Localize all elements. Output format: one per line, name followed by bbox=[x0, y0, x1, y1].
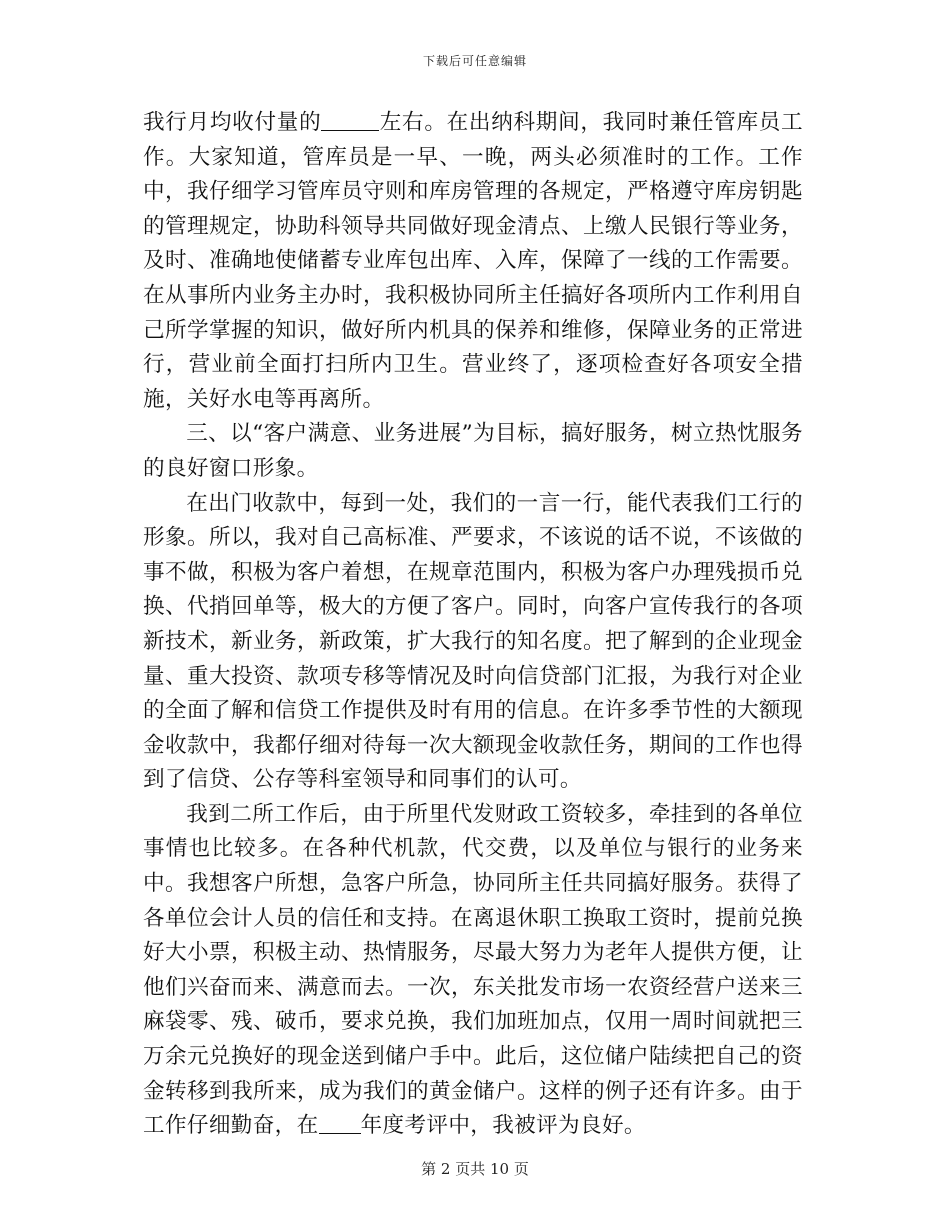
paragraph-text: 左右。在出纳科期间，我同时兼任管库员工作。大家知道，管库员是一早、一晚，两头必须准时的工作。工作中，我仔细学习管库员守则和库房管理的各规定，严格遵守库房钥匙的管理规定，协助科领导共同做好现金清点、上缴人民银行等业务，及时、准确地使储蓄专业库包出库、入库，保障了一线的工作需要。在从事所内业务主办时，我积极协同所主任搞好各项所内工作利用自己所学掌握的知识，做好所内机具的保养和维修，保障业务的正常进行，营业前全面打扫所内卫生。营业终了，逐项检查好各项安全措施，关好水电等再离所。 bbox=[143, 110, 803, 412]
paragraph-cashier-duties bbox=[143, 106, 803, 417]
fill-in-blank bbox=[319, 1113, 361, 1134]
document-body bbox=[143, 106, 803, 1144]
paragraph-second-office bbox=[143, 798, 803, 1144]
paragraph-text: 我行月均收付量的 bbox=[143, 110, 322, 135]
page-number: 第 2 页共 10 页 bbox=[421, 1160, 529, 1178]
section-heading-three: 三、以“客户满意、业务进展”为目标，搞好服务，树立热忱服务的良好窗口形象。 bbox=[143, 421, 803, 481]
paragraph-door-collection: 在出门收款中，每到一处，我们的一言一行，能代表我们工行的形象。所以，我对自己高标准、严要求，不该说的话不说，不该做的事不做，积极为客户着想，在规章范围内，积极为客户办理残损币兑换、代捎回单等，极大的方便了客户。同时，向客户宣传我行的各项新技术，新业务，新政策，扩大我行的知名度。把了解到的企业现金量、重大投资、款项专移等情况及时向信贷部门汇报，为我行对企业的全面了解和信贷工作提供及时有用的信息。在许多季节性的大额现金收款中，我都仔细对待每一次大额现金收款任务，期间的工作也得到了信贷、公存等科室领导和同事们的认可。 bbox=[143, 490, 803, 793]
fill-in-blank bbox=[321, 110, 379, 131]
paragraph-text: 我到二所工作后，由于所里代发财政工资较多，牵挂到的各单位事情也比较多。在各种代机款，代交费，以及单位与银行的业务来中。我想客户所想，急客户所急，协同所主任共同搞好服务。获得了各单位会计人员的信任和支持。在离退休职工换取工资时，提前兑换好大小票，积极主动、热情服务，尽最大努力为老年人提供方便，让他们兴奋而来、满意而去。一次，东关批发市场一农资经营户送来三麻袋零、残、破币，要求兑换，我们加班加点，仅用一周时间就把三万余元兑换好的现金送到储户手中。此后，这位储户陆续把自己的资金转移到我所来，成为我们的黄金储户。这样的例子还有许多。由于工作仔细勤奋，在 bbox=[143, 801, 803, 1139]
page-header: 下载后可任意编辑 bbox=[422, 54, 527, 68]
paragraph-text: 年度考评中，我被评为良好。 bbox=[360, 1113, 646, 1139]
